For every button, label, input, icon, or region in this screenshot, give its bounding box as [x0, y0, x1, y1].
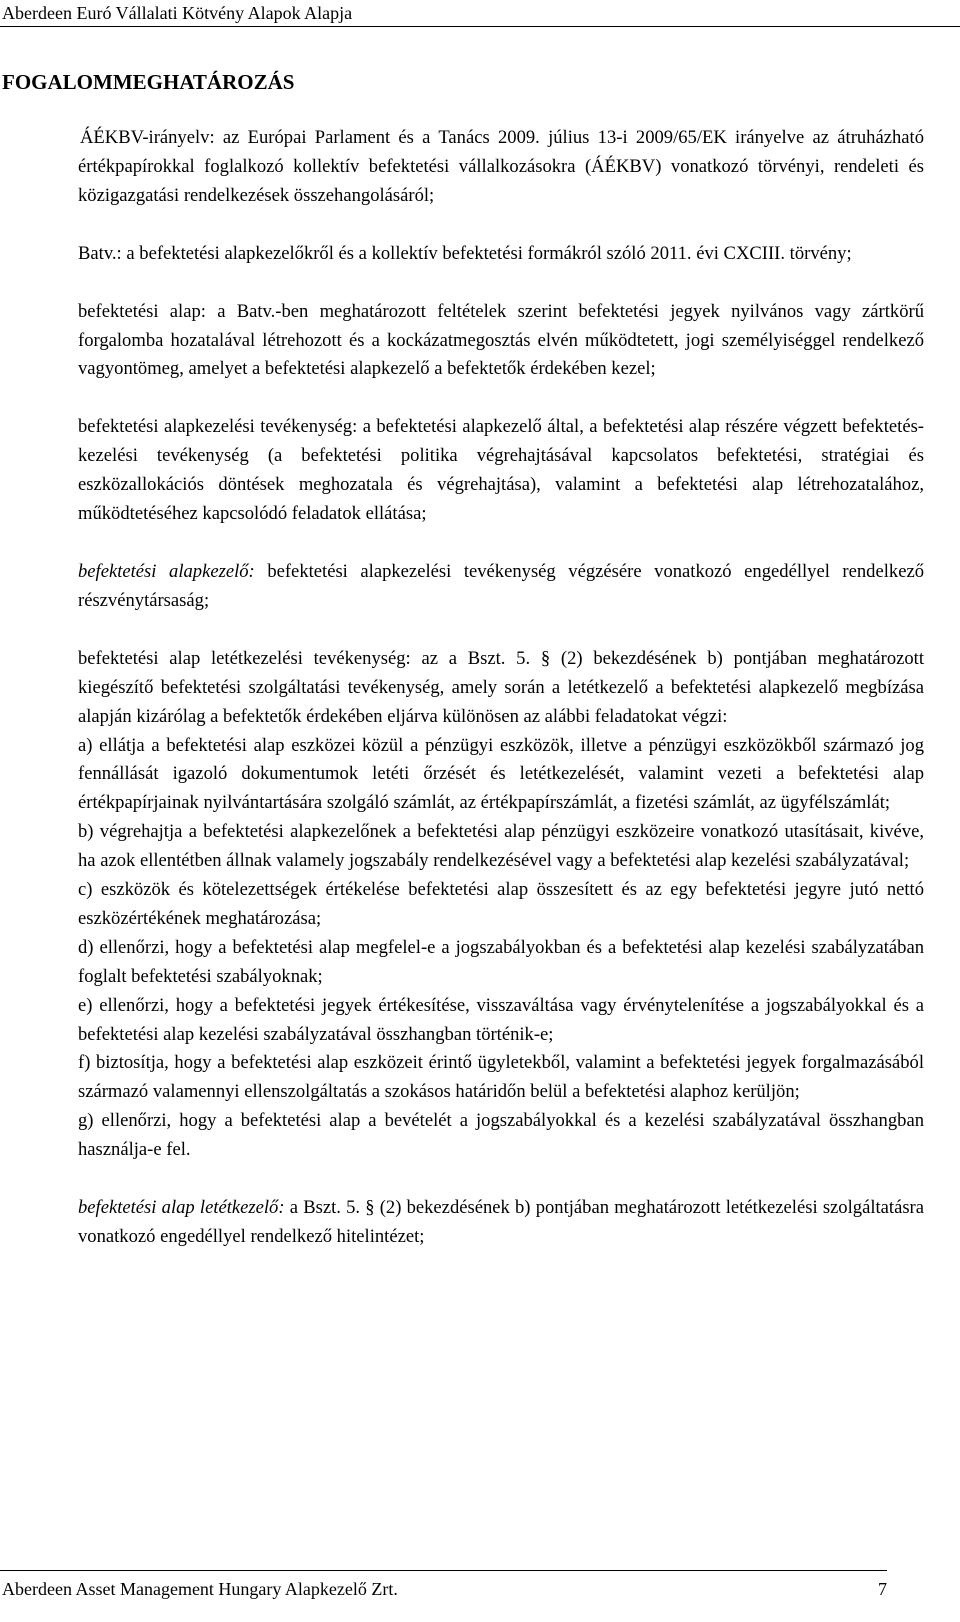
definition-letetkezelo [78, 1194, 924, 1252]
definition-alapkezelesi-tevekenyseg: befektetési alapkezelési tevékenység: a befektetési alapkezelő által, a befektetési alap részére végzett befektetés-kezelési tevékenység (a befektetési politika végrehajtásával kapcsolatos befektetési, stratégiai és eszközallokációs döntések meghozatala és végrehajtása), valamint a befektetési alap létrehozatalához, működtetéséhez kapcsolódó feladatok ellátása; [78, 416, 924, 525]
definition-letetkezelesi-tevekenyseg [78, 645, 924, 1165]
definition-aekbv: ÁÉKBV-irányelv: az Európai Parlament és a Tanács 2009. július 13-i 2009/65/EK irányelve az átruházható értékpapírokkal foglalkozó kollektív befektetési vállalkozásokra (ÁÉKBV) vonatkozó törvényi, rendeleti és közigazgatási rendelkezések összehangolásáról; [78, 127, 924, 206]
footer-company: Aberdeen Asset Management Hungary Alapkezelő Zrt. [2, 1579, 398, 1599]
definition-alapkezelo [78, 558, 924, 616]
definition-befektetesi-alap: befektetési alap: a Batv.-ben meghatározott feltételek szerint befektetési jegyek nyilvános vagy zártkörű forgalomba hozatalával létrehozott és a kockázatmegosztás elvén működtetett, jogi személyiséggel rendelkező vagyontömeg, amelyet a befektetési alapkezelő a befektetők érdekében kezel; [78, 300, 924, 380]
running-header: Aberdeen Euró Vállalati Kötvény Alapok Alapja [0, 0, 960, 27]
term-alapkezelo: befektetési alapkezelő: [78, 560, 255, 582]
page-footer [0, 1570, 887, 1605]
section-heading: FOGALOMMEGHATÁROZÁS [2, 70, 295, 94]
definitions-body [78, 124, 924, 1281]
list-item: a) ellátja a befektetési alap eszközei közül a pénzügyi eszközök, illetve a pénzügyi eszközökből származó jog fennállását igazoló dokumentumok letéti őrzését és letétkezelését, valamint vezeti a befektetési alap értékpapírjainak nyilvántartására szolgáló számlát, az értékpapírszámlát, a fizetési számlát, az ügyfélszámlát; [78, 734, 924, 814]
list-item: f) biztosítja, hogy a befektetési alap eszközeit érintő ügyletekből, valamint a befektetési jegyek forgalmazásából származó valamennyi ellenszolgáltatás a szokásos határidőn belül a befektetési alaphoz kerüljön; [78, 1052, 924, 1103]
list-item: b) végrehajtja a befektetési alapkezelőnek a befektetési alap pénzügyi eszközeire vonatkozó utasításait, kivéve, ha azok ellentétben állnak valamely jogszabály rendelkezésével vagy a befektetési alap kezelési szabályzatával; [78, 821, 924, 872]
list-item: d) ellenőrzi, hogy a befektetési alap megfelel-e a jogszabályokban és a befektetési alap kezelési szabályzatában foglalt befektetési szabályoknak; [78, 936, 924, 987]
definition-batv: Batv.: a befektetési alapkezelőkről és a kollektív befektetési formákról szóló 2011. évi CXCIII. törvény; [78, 242, 852, 264]
list-item: g) ellenőrzi, hogy a befektetési alap a bevételét a jogszabályokkal és a kezelési szabályzatával összhangban használja-e fel. [78, 1110, 924, 1161]
letetkezelesi-intro: befektetési alap letétkezelési tevékenység: az a Bszt. 5. § (2) bekezdésének b) pontjában meghatározott kiegészítő befektetési szolgáltatási tevékenység, amely során a letétkezelő a befektetési alapkezelő megbízása alapján kizárólag a befektetők érdekében eljárva különösen az alábbi feladatokat végzi: [78, 647, 924, 727]
text-alapkezelo: befektetési alapkezelési tevékenység végzésére vonatkozó engedéllyel rendelkező részvénytársaság; [78, 560, 924, 611]
list-item: c) eszközök és kötelezettségek értékelése befektetési alap összesített és az egy befektetési jegyre jutó nettó eszközértékének meghatározása; [78, 879, 924, 929]
text-letetkezelo: a Bszt. 5. § (2) bekezdésének b) pontjában meghatározott letétkezelési szolgáltatásra vonatkozó engedéllyel rendelkező hitelintézet; [78, 1197, 925, 1247]
term-letetkezelo: befektetési alap letétkezelő: [78, 1197, 285, 1219]
page-number: 7 [878, 1579, 887, 1599]
list-item: e) ellenőrzi, hogy a befektetési jegyek értékesítése, visszaváltása vagy érvénytelenítése a jogszabályokkal és a befektetési alap kezelési szabályzatával összhangban történik-e; [78, 994, 924, 1045]
